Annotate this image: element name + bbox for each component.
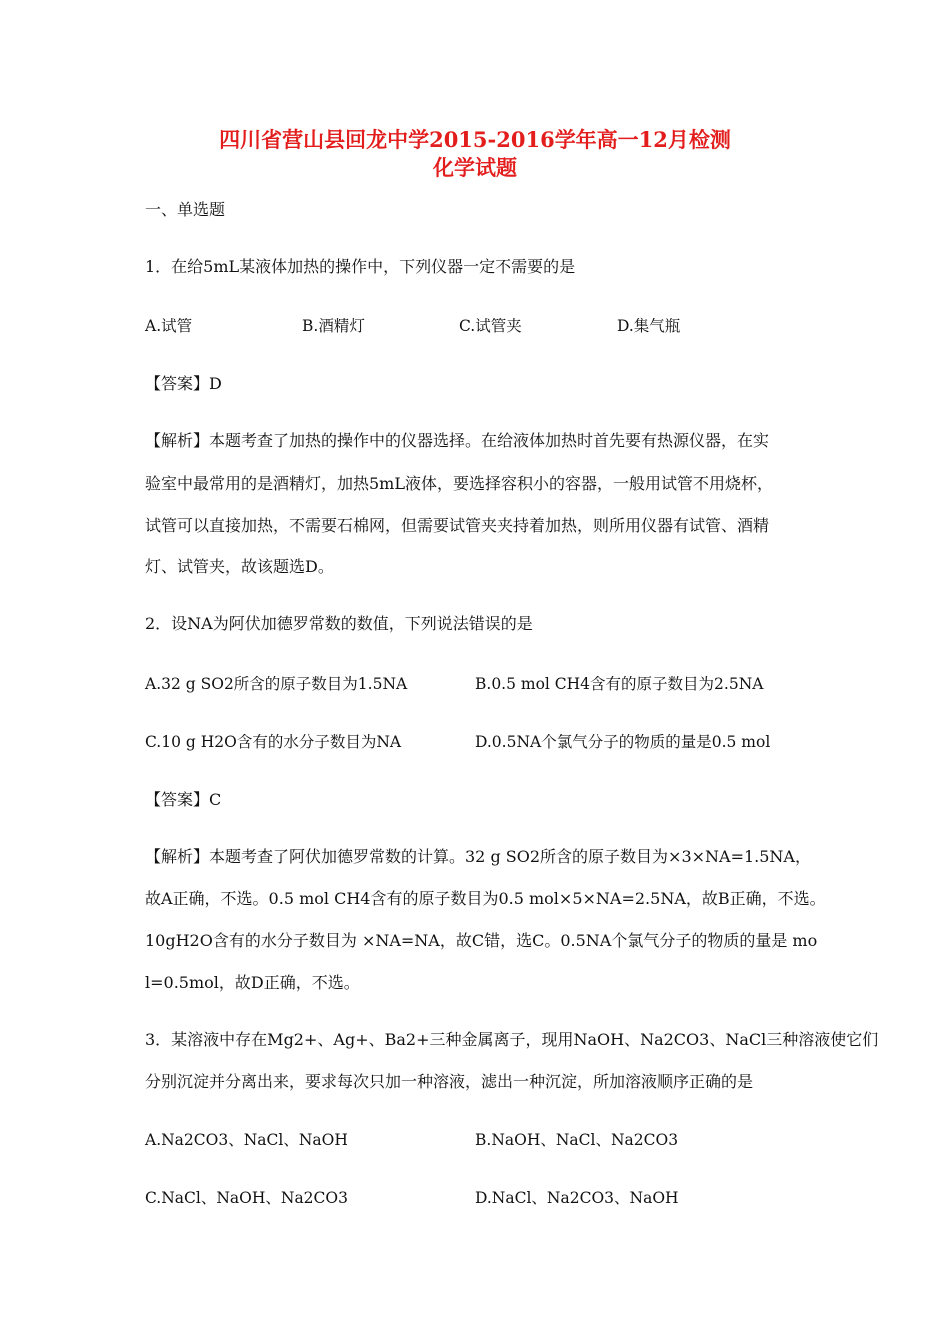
q3-option-b: B.NaOH、NaCl、Na2CO3 bbox=[475, 1131, 679, 1149]
q1-answer: 【答案】D bbox=[145, 374, 222, 393]
q2-answer: 【答案】C bbox=[145, 790, 222, 809]
q1-option-a: A.试管 bbox=[145, 317, 193, 335]
document-title: 四川省营山县回龙中学2015-2016学年高一12月检测 bbox=[219, 127, 731, 152]
q1-analysis-line: 灯、试管夹，故该题选D。 bbox=[145, 557, 334, 576]
q2-option-c: C.10 g H2O含有的水分子数目为NA bbox=[145, 733, 402, 751]
section-heading: 一、单选题 bbox=[145, 200, 226, 219]
q2-option-a: A.32 g SO2所含的原子数目为1.5NA bbox=[145, 675, 408, 693]
q2-analysis-line: 10gH2O含有的水分子数目为 ×NA=NA，故C错，选C。0.5NA个氯气分子的物质的量是 mo bbox=[145, 931, 818, 950]
document-subtitle: 化学试题 bbox=[433, 155, 517, 180]
q2-option-b: B.0.5 mol CH4含有的原子数目为2.5NA bbox=[475, 675, 764, 693]
q2-option-d: D.0.5NA个氯气分子的物质的量是0.5 mol bbox=[475, 733, 771, 751]
q1-analysis-line: 试管可以直接加热，不需要石棉网，但需要试管夹夹持着加热，则所用仪器有试管、酒精 bbox=[145, 516, 770, 535]
q1-stem: 1．在给5mL某液体加热的操作中，下列仪器一定不需要的是 bbox=[145, 257, 576, 276]
q1-option-c: C.试管夹 bbox=[459, 317, 522, 335]
q2-analysis-line: 【解析】本题考查了阿伏加德罗常数的计算。32 g SO2所含的原子数目为×3×NA=1.5NA， bbox=[145, 847, 811, 866]
q2-analysis-line: l=0.5mol，故D正确，不选。 bbox=[145, 973, 360, 992]
q3-option-d: D.NaCl、Na2CO3、NaOH bbox=[475, 1189, 679, 1207]
q1-analysis-line: 验室中最常用的是酒精灯，加热5mL液体，要选择容积小的容器，一般用试管不用烧杯， bbox=[145, 474, 773, 493]
q1-analysis-line: 【解析】本题考查了加热的操作中的仪器选择。在给液体加热时首先要有热源仪器，在实 bbox=[145, 431, 770, 450]
q2-stem: 2．设NA为阿伏加德罗常数的数值，下列说法错误的是 bbox=[145, 614, 533, 633]
q3-stem-line: 分别沉淀并分离出来，要求每次只加一种溶液，滤出一种沉淀，所加溶液顺序正确的是 bbox=[145, 1072, 754, 1091]
q1-option-d: D.集气瓶 bbox=[617, 317, 681, 335]
q2-analysis-line: 故A正确，不选。0.5 mol CH4含有的原子数目为0.5 mol×5×NA=2.5NA，故B正确，不选。 bbox=[145, 889, 826, 908]
q3-option-a: A.Na2CO3、NaCl、NaOH bbox=[145, 1131, 348, 1149]
q1-option-b: B.酒精灯 bbox=[302, 317, 365, 335]
q3-option-c: C.NaCl、NaOH、Na2CO3 bbox=[145, 1189, 348, 1207]
q3-stem-line: 3．某溶液中存在Mg2+、Ag+、Ba2+三种金属离子，现用NaOH、Na2CO3、NaCl三种溶液使它们 bbox=[145, 1030, 879, 1049]
